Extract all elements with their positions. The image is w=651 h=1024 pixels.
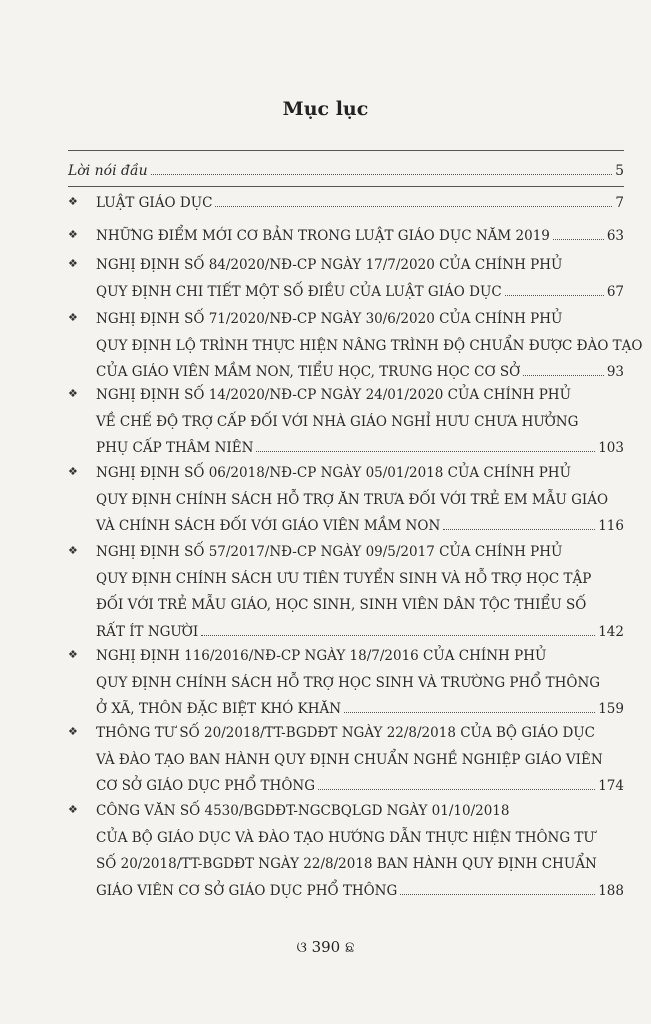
toc-entry-line	[96, 594, 624, 616]
toc-entry-text: NGHỊ ĐỊNH SỐ 57/2017/NĐ-CP NGÀY 09/5/2017 CỦA CHÍNH PHỦ	[96, 544, 563, 560]
toc-entry-last-line	[96, 621, 624, 643]
toc-entry-last-line	[96, 361, 624, 383]
toc-entry[interactable]	[68, 308, 643, 388]
toc-entry[interactable]	[68, 722, 624, 802]
diamond-bullet-icon: ❖	[68, 257, 78, 270]
toc-entry[interactable]	[68, 192, 624, 219]
toc-entry-text: NHỮNG ĐIỂM MỚI CƠ BẢN TRONG LUẬT GIÁO DỤC NĂM 2019	[96, 228, 550, 244]
toc-entry[interactable]	[68, 645, 624, 725]
toc-entry-last-line	[96, 281, 624, 303]
toc-entry[interactable]	[68, 254, 624, 307]
toc-entry[interactable]	[68, 225, 624, 252]
toc-entry-line	[96, 722, 624, 744]
toc-entry-last-line	[96, 698, 624, 720]
intro-divider	[68, 186, 624, 187]
toc-entry-text: LUẬT GIÁO DỤC	[96, 195, 213, 211]
toc-page-number: 67	[606, 283, 624, 300]
diamond-bullet-icon: ❖	[68, 648, 78, 661]
toc-entry-text: NGHỊ ĐỊNH SỐ 14/2020/NĐ-CP NGÀY 24/01/2020 CỦA CHÍNH PHỦ	[96, 387, 571, 403]
dot-leader	[256, 450, 595, 452]
toc-entry-text: VÀ CHÍNH SÁCH ĐỐI VỚI GIÁO VIÊN MẦM NON	[96, 518, 441, 534]
toc-entry-line	[96, 462, 624, 484]
page-number-footer: ଓ 390 ଛ	[296, 938, 355, 956]
toc-entry-line	[96, 568, 624, 590]
toc-entry-line	[96, 749, 624, 771]
diamond-bullet-icon: ❖	[68, 465, 78, 478]
toc-entry-text: CỦA GIÁO VIÊN MẦM NON, TIỂU HỌC, TRUNG HỌC CƠ SỞ	[96, 364, 521, 380]
toc-page-number: 116	[598, 518, 624, 534]
dot-leader	[151, 173, 612, 175]
toc-entry-text: VÀ ĐÀO TẠO BAN HÀNH QUY ĐỊNH CHUẨN NGHỀ NGHIỆP GIÁO VIÊN	[96, 751, 603, 768]
dot-leader	[215, 205, 612, 207]
toc-entry-line	[96, 384, 624, 406]
dot-leader	[201, 634, 595, 636]
intro-label: Lời nói đầu	[68, 163, 148, 179]
toc-entry-last-line	[96, 225, 624, 247]
toc-entry-text: CỦA BỘ GIÁO DỤC VÀ ĐÀO TẠO HƯỚNG DẪN THỰC HIỆN THÔNG TƯ	[96, 829, 595, 846]
toc-entry-last-line	[96, 192, 624, 214]
toc-entry-text: QUY ĐỊNH LỘ TRÌNH THỰC HIỆN NÂNG TRÌNH ĐỘ CHUẨN ĐƯỢC ĐÀO TẠO	[96, 337, 643, 354]
toc-entry-text: RẤT ÍT NGƯỜI	[96, 623, 199, 640]
toc-entry-line	[96, 541, 624, 563]
toc-entry-line	[96, 800, 624, 822]
page-title: Mục lục	[282, 98, 369, 120]
toc-page-number: 93	[606, 364, 624, 380]
toc-entry-text: QUY ĐỊNH CHÍNH SÁCH HỖ TRỢ ĂN TRƯA ĐỐI VỚI TRẺ EM MẪU GIÁO	[96, 491, 609, 508]
diamond-bullet-icon: ❖	[68, 387, 78, 400]
toc-entry-line	[96, 827, 624, 849]
diamond-bullet-icon: ❖	[68, 725, 78, 738]
toc-entry-text: NGHỊ ĐỊNH SỐ 71/2020/NĐ-CP NGÀY 30/6/2020 CỦA CHÍNH PHỦ	[96, 311, 563, 327]
toc-entry-line	[96, 335, 643, 357]
toc-entry-text: Ở XÃ, THÔN ĐẶC BIỆT KHÓ KHĂN	[96, 701, 342, 717]
toc-entry-text: VỀ CHẾ ĐỘ TRỢ CẤP ĐỐI VỚI NHÀ GIÁO NGHỈ HƯU CHƯA HƯỞNG	[96, 413, 579, 430]
toc-entry[interactable]	[68, 800, 624, 906]
toc-entry-text: ĐỐI VỚI TRẺ MẪU GIÁO, HỌC SINH, SINH VIÊN DÂN TỘC THIỂU SỐ	[96, 597, 587, 613]
toc-entry-text: GIÁO VIÊN CƠ SỞ GIÁO DỤC PHỔ THÔNG	[96, 882, 398, 899]
toc-entry-line	[96, 411, 624, 433]
diamond-bullet-icon: ❖	[68, 311, 78, 324]
toc-intro-row[interactable]	[68, 160, 624, 182]
toc-entry-text: THÔNG TƯ SỐ 20/2018/TT-BGDĐT NGÀY 22/8/2018 CỦA BỘ GIÁO DỤC	[96, 725, 595, 741]
diamond-bullet-icon: ❖	[68, 803, 78, 816]
toc-entry-line	[96, 254, 624, 276]
dot-leader	[400, 893, 595, 895]
toc-page-number: 174	[598, 778, 624, 794]
dot-leader	[344, 711, 595, 713]
top-divider	[68, 150, 624, 151]
toc-entry-last-line	[96, 775, 624, 797]
toc-entry-text: CÔNG VĂN SỐ 4530/BGDĐT-NGCBQLGD NGÀY 01/10/2018	[96, 803, 510, 819]
toc-entry-last-line	[96, 880, 624, 902]
toc-page-number: 103	[598, 440, 624, 456]
toc-entry-last-line	[96, 515, 624, 537]
table-of-contents	[68, 0, 643, 1024]
toc-page-number: 63	[606, 228, 624, 244]
toc-entry-line	[96, 853, 624, 875]
toc-entry-text: QUY ĐỊNH CHI TIẾT MỘT SỐ ĐIỀU CỦA LUẬT GIÁO DỤC	[96, 283, 502, 300]
dot-leader	[443, 528, 595, 530]
dot-leader	[318, 788, 595, 790]
intro-page-number: 5	[615, 163, 624, 179]
diamond-bullet-icon: ❖	[68, 544, 78, 557]
toc-entry-line	[96, 308, 624, 330]
toc-entry-line	[96, 645, 624, 667]
toc-entry-text: NGHỊ ĐỊNH SỐ 06/2018/NĐ-CP NGÀY 05/01/2018 CỦA CHÍNH PHỦ	[96, 465, 571, 481]
toc-entry-text: SỐ 20/2018/TT-BGDĐT NGÀY 22/8/2018 BAN HÀNH QUY ĐỊNH CHUẨN	[96, 856, 597, 872]
dot-leader	[505, 294, 604, 296]
toc-entry[interactable]	[68, 541, 624, 647]
toc-page-number: 159	[598, 701, 624, 717]
toc-page-number: 142	[598, 623, 624, 640]
toc-entry[interactable]	[68, 462, 624, 542]
diamond-bullet-icon: ❖	[68, 228, 78, 241]
toc-entry-line	[96, 489, 624, 511]
toc-page-number: 7	[615, 195, 624, 211]
toc-page-number: 188	[598, 882, 624, 899]
toc-entry-text: NGHỊ ĐỊNH SỐ 84/2020/NĐ-CP NGÀY 17/7/2020 CỦA CHÍNH PHỦ	[96, 257, 563, 273]
diamond-bullet-icon: ❖	[68, 195, 78, 208]
toc-entry-line	[96, 672, 624, 694]
toc-entry-text: QUY ĐỊNH CHÍNH SÁCH ƯU TIÊN TUYỂN SINH VÀ HỖ TRỢ HỌC TẬP	[96, 570, 592, 587]
toc-entry-last-line	[96, 437, 624, 459]
toc-entry-text: CƠ SỞ GIÁO DỤC PHỔ THÔNG	[96, 778, 315, 794]
dot-leader	[523, 374, 604, 376]
toc-entry-text: PHỤ CẤP THÂM NIÊN	[96, 440, 254, 456]
toc-entry-text: NGHỊ ĐỊNH 116/2016/NĐ-CP NGÀY 18/7/2016 CỦA CHÍNH PHỦ	[96, 648, 547, 664]
dot-leader	[553, 238, 604, 240]
toc-entry[interactable]	[68, 384, 624, 464]
toc-entry-text: QUY ĐỊNH CHÍNH SÁCH HỖ TRỢ HỌC SINH VÀ TRƯỜNG PHỔ THÔNG	[96, 674, 601, 691]
